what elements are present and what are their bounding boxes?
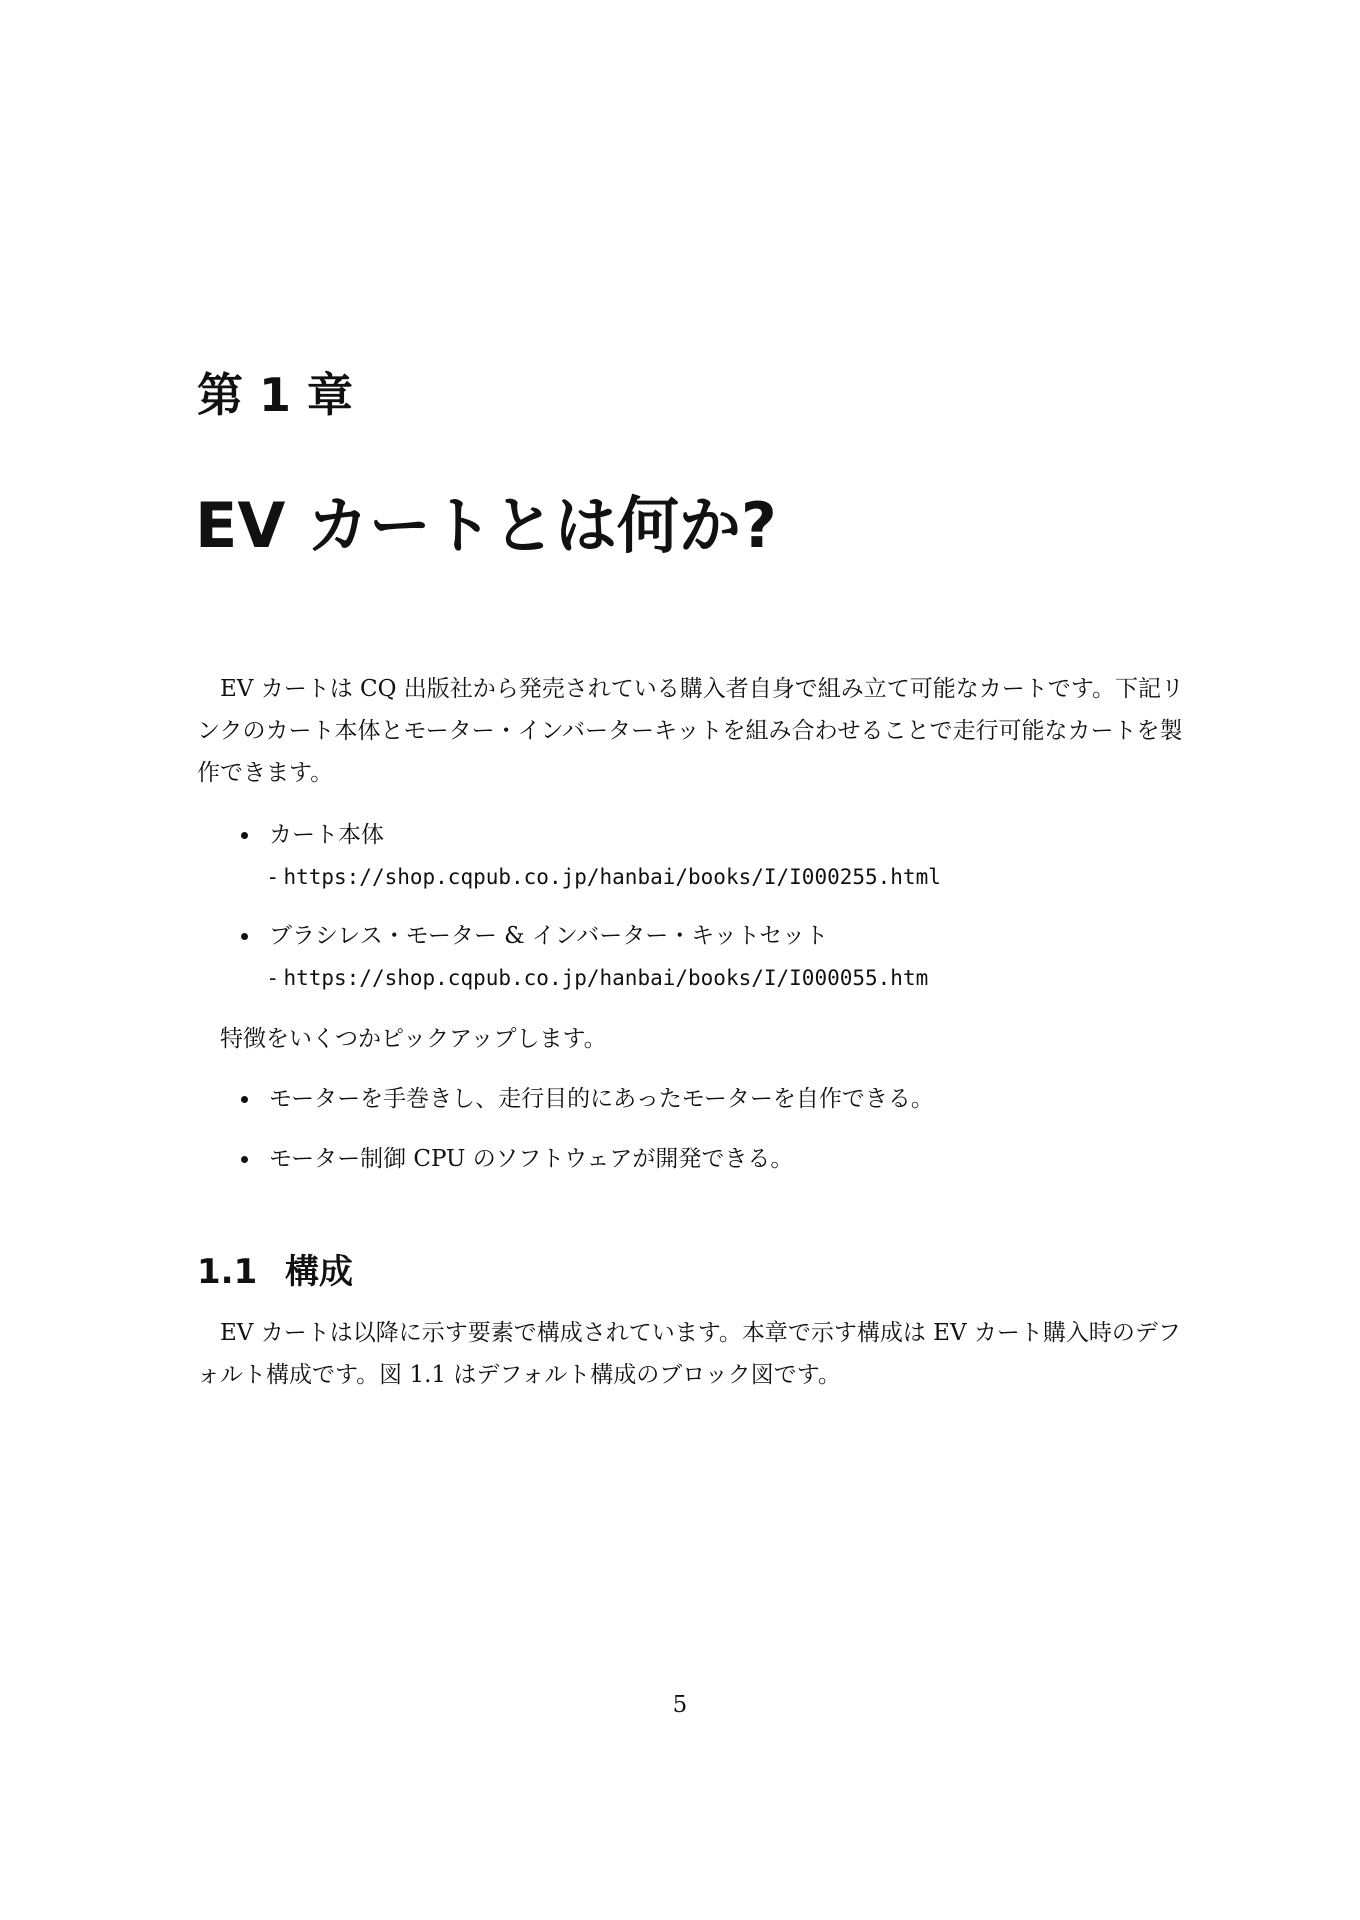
section-title: 構成 [285, 1252, 353, 1292]
page-number: 5 [672, 1692, 688, 1718]
features-intro: 特徴をいくつかピックアップします。 [220, 1026, 607, 1052]
features-intro-block [197, 1018, 1187, 1060]
link-prefix: - [269, 966, 284, 991]
bullet [241, 933, 248, 940]
list-item [197, 814, 1187, 899]
feature-list [197, 1078, 1187, 1180]
link-prefix: - [269, 865, 284, 890]
section-number: 1.1 [197, 1252, 258, 1292]
list-item [197, 1138, 1187, 1180]
bullet [241, 1096, 248, 1103]
section-body [197, 1312, 1187, 1396]
bullet [241, 1156, 248, 1163]
list-item [197, 915, 1187, 1000]
feature-text: モーターを手巻きし、走行目的にあったモーターを自作できる。 [269, 1086, 934, 1112]
chapter-label: 第 1 章 [197, 368, 354, 422]
bullet [241, 832, 248, 839]
link-url[interactable]: https://shop.cqpub.co.jp/hanbai/books/I/I000255.html [283, 865, 941, 889]
link-line [269, 957, 1187, 1000]
chapter-title: EV カートとは何か? [195, 489, 777, 562]
link-label: カート本体 [269, 822, 384, 848]
list-item [197, 1078, 1187, 1120]
link-list [197, 814, 1187, 1000]
intro-paragraph: EV カートは CQ 出版社から発売されている購入者自身で組み立て可能なカートです。下記リンクのカート本体とモーター・インバーターキットを組み合わせることで走行可能なカートを製作できます。 [197, 676, 1184, 786]
link-url[interactable]: https://shop.cqpub.co.jp/hanbai/books/I/I000055.htm [283, 966, 929, 990]
link-line [269, 856, 1187, 899]
intro-block [197, 668, 1187, 794]
section-heading [197, 1250, 353, 1294]
feature-text: モーター制御 CPU のソフトウェアが開発できる。 [269, 1146, 794, 1172]
section-paragraph: EV カートは以降に示す要素で構成されています。本章で示す構成は EV カート購入時のデフォルト構成です。図 1.1 はデフォルト構成のブロック図です。 [197, 1320, 1181, 1388]
link-label: ブラシレス・モーター & インバーター・キットセット [269, 923, 829, 949]
